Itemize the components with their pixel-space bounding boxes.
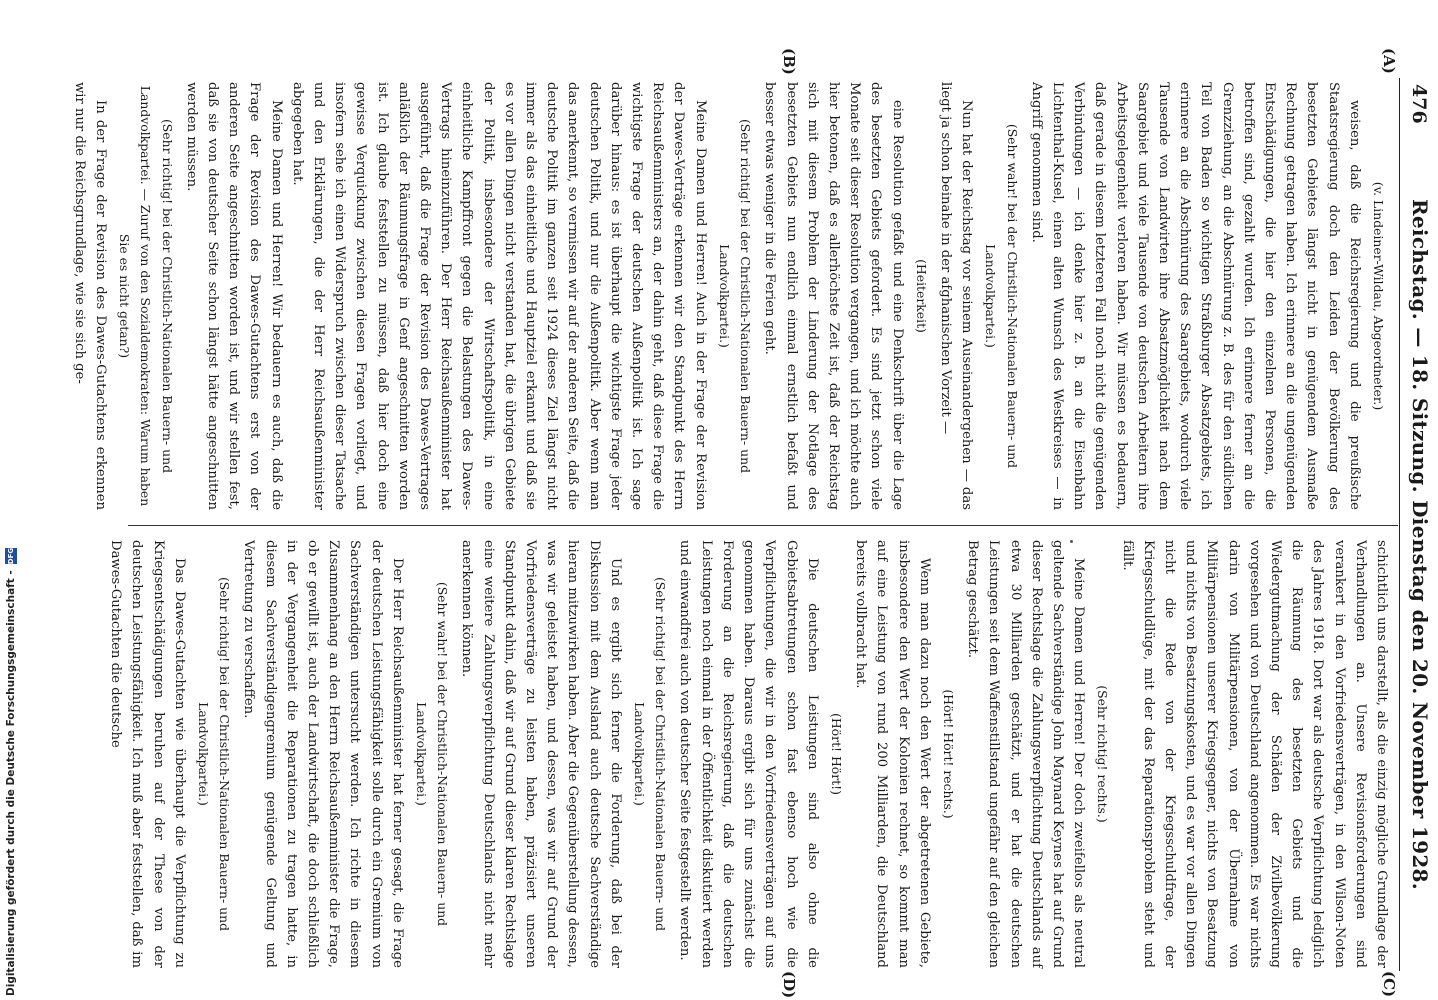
left-column-paragraph: Nun hat der Reichstag vor seinem Auseinandergehen — das liegt ja schon beinahe in der afghanischen Vorzeit — bbox=[937, 82, 975, 510]
column-divider bbox=[128, 525, 1398, 526]
right-column-paragraph: Der Herr Reichsaußenminister hat ferner gesagt, die Frage der deutschen Leistungsfähigkeit solle durch ein Gremium von Sachverständigen untersucht werden. Ich richte in diesem Zusammenhang an den Herrn Reichsaußenminister die Frage, ob er gewillt ist, auch der Landwirtschaft, die doch schließlich in der Vergangenheit die Reparationen zu tragen hatte, in diesem Sachverständigengremium genügende Geltung und Vertretung zu verschaffen. bbox=[241, 540, 405, 968]
right-column-paragraph: (Hört! Hört!) bbox=[828, 713, 844, 795]
left-column-paragraph: eine Resolution gefaßt und eine Denkschrift über die Lage des besetzten Gebiets gefordert. Es sind jetzt schon viele Monate seit dieser Resolution vergangen, und ich möchte auch hier betonen, daß es allerhöchste Zeit ist, daß der Reichstag sich mit diesem Problem der Linderung der Notlage des besetzten Gebiets nun endlich einmal ernstlich befaßt und besser etwas weniger in die Ferien geht. bbox=[762, 82, 905, 510]
right-column-paragraph: schichtlich uns darstellt, als die einzig mögliche Grundlage der Verhandlungen an. Unsere Revisionsforderungen sind verankert in den Vorfriedensverträgen, in den Wilson-Noten des Jahres 1918. Dort war als deutsche Verpflichtung lediglich die Räumung des besetzten Gebiets und die Wiedergutmachung der Schäden der Zivilbevölkerung vorgesehen und von Deutschland angenommen. Es war nichts darin von Militärpensionen, von der Übernahme von Militärpensionen unserer Kriegsgegner, nichts von Besatzung und nichts von Besatzungskosten, und es war vor allen Dingen nicht die Rede von der Kriegsschuldfrage, der Kriegsschuldlüge, mit der das Reparationsproblem steht und fällt. bbox=[1119, 540, 1389, 968]
left-column-paragraph: Meine Damen und Herren! Wir bedauern es auch, daß die Frage der Revision des Dawes-Gutachtens erst von der anderen Seite angeschnitten worden ist, und wir stellen fest, daß sie von deutscher Seite schon längst hätte angeschnitten werden müssen. bbox=[183, 82, 284, 510]
page-title: Reichstag. — 18. Sitzung. Dienstag den 20. November 1928. bbox=[1408, 198, 1432, 891]
right-column-paragraph: (Sehr wahr! bei der Christlich-Nationalen Bauern- und Landvolkpartei.) bbox=[414, 581, 451, 927]
page-number: 476 bbox=[1408, 84, 1430, 124]
header-rule bbox=[1399, 78, 1400, 971]
right-text-column bbox=[108, 540, 1392, 968]
left-column-paragraph: (Heiterkeit) bbox=[913, 259, 929, 333]
digitization-footer bbox=[2, 0, 20, 996]
rotated-page-content bbox=[71, 48, 1438, 999]
footer-text: Digitalisierung gefördert durch die Deutsche Forschungsgemeinschaft - bbox=[5, 570, 17, 996]
right-column-paragraph: Meine Damen und Herren! Der doch zweifellos als neutral geltende Sachverständige John Maynard Keynes hat auf Grund dieser Rechtslage die Zahlungsverpflichtung Deutschlands auf etwa 30 Milliarden geschätzt, und er hat die deutschen Leistungen seit dem Waffenstillstand ungefähr auf den gleichen Betrag geschätzt. bbox=[965, 540, 1087, 968]
right-column-paragraph: (Hört! Hört! rechts.) bbox=[940, 689, 956, 819]
left-text-column bbox=[71, 82, 1392, 510]
left-column-paragraph: (Sehr richtig! bei der Christlich-Nationalen Bauern- und Landvolkpartei.) bbox=[716, 118, 754, 474]
right-column-paragraph: Und es ergibt sich ferner die Forderung, daß bei der Diskussion mit dem Ausland auch deutsche Sachverständige hieran mitzuwirken haben. Aber die Gegenüberstellung dessen, was wir geleistet haben, und dessen, was wir auf Grund der Vorfriedensverträge zu leisten haben, präzisiert unseren Standpunkt dahin, daß wir auf Grund dieser klaren Rechtslage eine weitere Zahlungsverpflichtung Deutschlands nicht mehr anerkennen können. bbox=[459, 540, 623, 968]
margin-marker-a: (A) bbox=[1380, 48, 1398, 74]
margin-marker-d: (D) bbox=[780, 971, 798, 999]
scan-speck bbox=[1070, 540, 1073, 543]
right-column-paragraph: Die deutschen Leistungen sind also ohne die Gebietsabtretungen schon fast ebenso hoch wie die Verpflichtungen, die wir in den Vorfriedensverträgen auf uns genommen haben. Daraus ergibt sich für uns zunächst die Forderung an die Reichsregierung, daß die deutschen Leistungen noch einmal in der Öffentlichkeit diskutiert werden und einwandfrei auch von deutscher Seite festgestellt werden. bbox=[677, 540, 820, 968]
margin-marker-c: (C) bbox=[1380, 971, 1398, 998]
left-column-paragraph: In der Frage der Revision des Dawes-Gutachtens erkennen wir nur die Reichsgrundlage, wie sie sich ge- bbox=[71, 82, 109, 510]
right-column-paragraph: Das Dawes-Gutachten wie überhaupt die Verpflichtung zu Kriegsentschädigungen beruhen auf der These von der deutschen Leistungsfähigkeit. Ich muß aber feststellen, daß im Dawes-Gutachten die deutsche bbox=[108, 540, 187, 968]
right-column-paragraph: (Sehr richtig! bei der Christlich-Nationalen Bauern- und Landvolkpartei.) bbox=[632, 576, 669, 932]
right-column-paragraph: Wenn man dazu noch den Wert der abgetretenen Gebiete, insbesondere den Wert der Kolonien rechnet, so kommt man auf eine Leistung von rund 200 Milliarden, die Deutschland bereits vollbracht hat. bbox=[853, 540, 932, 968]
right-column-paragraph: (Sehr richtig! rechts.) bbox=[1095, 685, 1111, 823]
left-column-paragraph: (Sehr wahr! bei der Christlich-Nationalen Bauern- und Landvolkpartei.) bbox=[983, 123, 1020, 469]
left-column-paragraph: weisen, daß die Reichsregierung und die preußische Staatsregierung doch den Leiden der Bevölkerung des besetzten Gebietes längst nicht in genügendem Ausmaße Rechnung getragen haben. Ich erinnere an die ungenügenden Entschädigungen, die hier den einzelnen Personen, die betroffen sind, gezahlt wurden. Ich erinnere ferner an die Grenzziehung, an die Abschnürung z. B. des für den südlichen Teil von Baden so wichtigen Straßburger Absatzgebiets, ich erinnere an die Abschnürung des Saargebiets, wodurch viele Tausende von Landwirten ihre Absatzmöglichkeit nach dem Saargebiet und viele Tausende von deutschen Arbeitern ihre Arbeitsgelegenheit verloren haben. Wir müssen es bedauern, daß gerade in diesem letzteren Fall noch nicht die genügenden Verbindungen — ich denke hier z. B. an die Eisenbahn Lichtenthal-Kusel, einen alten Wunsch des Westkreises — in Angriff genommen sind. bbox=[1028, 82, 1362, 510]
dfg-logo: DFG bbox=[7, 547, 15, 565]
left-column-paragraph: (v. Lindeiner-Wildau, Abgeordneter.) bbox=[1371, 181, 1386, 411]
left-column-paragraph: Meine Damen und Herren! Auch in der Frage der Revision der Dawes-Verträge erkennen wir den Standpunkt des Herrn Reichsaußenministers an, der dahin geht, daß diese Frage die wichtigste Frage der deutschen Außenpolitik ist. Ich sage darüber hinaus: es ist überhaupt die wichtigste Frage jeder deutschen Politik, und nur die Außenpolitik. Aber wenn man das anerkennt, so vermissen wir auf der anderen Seite, daß die deutsche Politik im ganzen seit 1924 dieses Ziel längst nicht immer als das einheitliche und Hauptziel erkannt und daß sie es vor allen Dingen nicht verstanden hat, die übrigen Gebiete der Politik, insbesondere der Wirtschaftspolitik, in eine einheitliche Kampffront gegen die Belastungen des Dawes-Vertrags hineinzuführen. Der Herr Reichsaußenminister hat ausgeführt, daß die Frage der Revision des Dawes-Vertrages anläßlich der Räumungsfrage in Genf angeschnitten worden ist. Ich glaube feststellen zu müssen, daß hier doch eine gewisse Verquickung zwischen diesen Fragen vorliegt, und insofern sehe ich einen Widerspruch zwischen dieser Tatsache und den Erklärungen, die der Herr Reichsaußenminister abgegeben hat. bbox=[289, 82, 708, 510]
left-column-paragraph: (Sehr richtig! bei der Christlich-Nationalen Bauern- und Landvolkpartei. — Zuruf von den Sozialdemokraten: Warum haben Sie es nicht getan?) bbox=[117, 85, 175, 507]
page-header bbox=[1398, 78, 1438, 971]
right-column-paragraph: (Sehr richtig! bei der Christlich-Nationalen Bauern- und Landvolkpartei.) bbox=[196, 576, 233, 932]
margin-marker-b: (B) bbox=[780, 48, 798, 75]
scanned-page bbox=[71, 48, 1438, 999]
